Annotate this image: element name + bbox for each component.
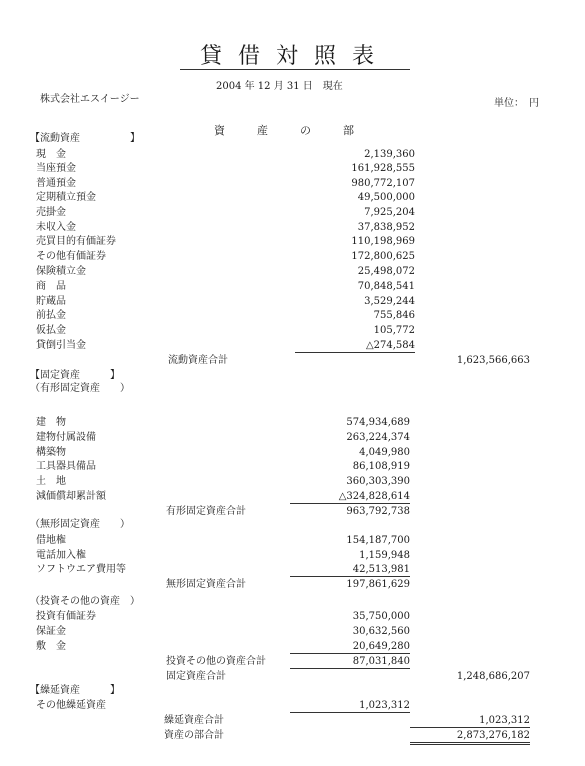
group-label-tangible-assets: （有形固定資産 ） <box>30 383 130 394</box>
line-item-value: 110,198,969 <box>351 236 415 247</box>
line-item-value: 161,928,555 <box>351 163 415 174</box>
line-item-label: 未収入金 <box>36 222 76 233</box>
subtotal-value: 1,623,566,663 <box>456 355 530 366</box>
line-item-value: △324,828,614 <box>290 491 410 504</box>
line-item-value: 4,049,980 <box>359 447 410 458</box>
company-name: 株式会社エスイージー <box>40 94 140 105</box>
line-item-value: 360,303,390 <box>346 476 410 487</box>
line-item-label: 商 品 <box>36 281 66 292</box>
group-label-fixed-assets: 【固定資産 】 <box>30 370 120 381</box>
line-item-label: 敷 金 <box>36 641 66 652</box>
subtotal-value: 1,023,312 <box>410 715 530 728</box>
line-item-value: 1,023,312 <box>290 700 410 713</box>
line-item-label: 普通預金 <box>36 178 76 189</box>
line-item-value: 3,529,244 <box>364 296 415 307</box>
line-item-label: 構築物 <box>36 447 66 458</box>
line-item-value: 172,800,625 <box>351 251 415 262</box>
line-item-value: 25,498,072 <box>357 266 415 277</box>
subtotal-value: 197,861,629 <box>346 579 410 590</box>
line-item-label: その他繰延資産 <box>36 700 106 711</box>
subtotal-label: 固定資産合計 <box>166 671 226 682</box>
line-item-value: 2,139,360 <box>364 149 415 160</box>
line-item-value: 755,846 <box>373 310 415 321</box>
subtotal-label: 投資その他の資産合計 <box>166 656 266 667</box>
section-heading: 資産の部 <box>214 124 386 137</box>
line-item-label: 前払金 <box>36 310 66 321</box>
currency-unit: 単位： 円 <box>494 98 539 109</box>
line-item-label: 工具器具備品 <box>36 461 96 472</box>
line-item-label: ソフトウエア費用等 <box>36 564 126 575</box>
subtotal-value: 963,792,738 <box>346 506 410 517</box>
line-item-value: 49,500,000 <box>357 192 415 203</box>
line-item-label: 保証金 <box>36 626 66 637</box>
group-label-intangible-assets: （無形固定資産 ） <box>30 519 130 530</box>
line-item-label: 建物付属設備 <box>36 432 96 443</box>
line-item-label: 借地権 <box>36 535 66 546</box>
line-item-label: 売掛金 <box>36 207 66 218</box>
line-item-label: 定期積立預金 <box>36 192 96 203</box>
line-item-value: 37,838,952 <box>357 222 415 233</box>
line-item-label: 仮払金 <box>36 325 66 336</box>
grand-total-label: 資産の部合計 <box>164 730 224 741</box>
line-item-value: 42,513,981 <box>290 564 410 577</box>
subtotal-label: 有形固定資産合計 <box>166 506 246 517</box>
line-item-value: 30,632,560 <box>352 626 410 637</box>
line-item-value: 86,108,919 <box>352 461 410 472</box>
subtotal-label: 繰延資産合計 <box>164 715 224 726</box>
line-item-label: 保険積立金 <box>36 266 86 277</box>
line-item-value: 154,187,700 <box>346 535 410 546</box>
line-item-value: 7,925,204 <box>364 207 415 218</box>
subtotal-label: 流動資産合計 <box>168 355 228 366</box>
report-date: 2004 年 12 月 31 日 現在 <box>216 81 343 92</box>
subtotal-value: 1,248,686,207 <box>456 671 530 682</box>
line-item-label: 貸倒引当金 <box>36 340 86 351</box>
line-item-value: 35,750,000 <box>352 611 410 622</box>
line-item-value: 574,934,689 <box>346 417 410 428</box>
line-item-value: 263,224,374 <box>346 432 410 443</box>
line-item-value: 70,848,541 <box>357 281 415 292</box>
line-item-label: 当座預金 <box>36 163 76 174</box>
line-item-label: その他有価証券 <box>36 251 106 262</box>
grand-total-value: 2,873,276,182 <box>410 730 530 745</box>
line-item-value: 105,772 <box>373 325 415 336</box>
line-item-label: 建 物 <box>36 417 66 428</box>
group-label-investment-assets: （投資その他の資産 ） <box>30 596 140 607</box>
subtotal-label: 無形固定資産合計 <box>166 579 246 590</box>
line-item-value: 1,159,948 <box>359 550 410 561</box>
line-item-label: 現 金 <box>36 149 66 160</box>
line-item-label: 投資有価証券 <box>36 611 96 622</box>
line-item-value: 20,649,280 <box>290 641 410 654</box>
line-item-value: 980,772,107 <box>351 178 415 189</box>
group-label-current-assets: 【流動資産 】 <box>30 133 140 144</box>
line-item-label: 売買目的有価証券 <box>36 236 116 247</box>
line-item-label: 電話加入権 <box>36 550 86 561</box>
line-item-label: 貯蔵品 <box>36 296 66 307</box>
document-title: 貸借対照表 <box>180 45 410 70</box>
line-item-label: 減価償却累計額 <box>36 491 106 502</box>
line-item-label: 土 地 <box>36 476 66 487</box>
line-item-value: △274,584 <box>295 340 415 353</box>
subtotal-value: 87,031,840 <box>290 656 410 669</box>
group-label-deferred-assets: 【繰延資産 】 <box>30 685 120 696</box>
